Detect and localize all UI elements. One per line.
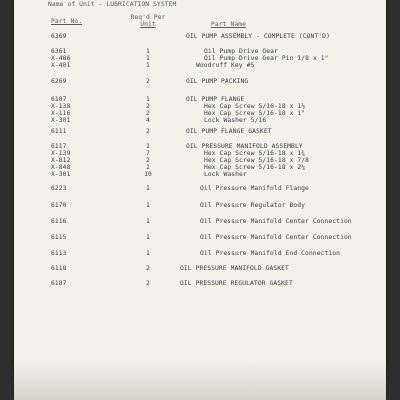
part-name: OIL PRESSURE MANIFOLD ASSEMBLY bbox=[186, 143, 303, 150]
quantity: 1 bbox=[146, 185, 150, 192]
quantity: 1 bbox=[146, 218, 150, 225]
quantity: 1 bbox=[146, 250, 150, 257]
part-number: 6117 bbox=[51, 143, 67, 150]
part-name: OIL PUMP FLANGE GASKET bbox=[186, 128, 272, 135]
quantity: 1 bbox=[146, 55, 150, 62]
part-number: X-138 bbox=[51, 103, 71, 110]
part-name: Oil Pump Drive Gear bbox=[204, 48, 278, 55]
reqd-per-unit-header-line1: Req'd Per bbox=[130, 14, 166, 21]
part-number: X-848 bbox=[51, 164, 71, 171]
quantity: 1 bbox=[146, 143, 150, 150]
part-name: OIL PUMP FLANGE bbox=[186, 96, 245, 103]
quantity: 1 bbox=[146, 48, 150, 55]
part-number: 6361 bbox=[51, 48, 67, 55]
part-name: OIL PUMP ASSEMBLY - COMPLETE (CONT'D) bbox=[186, 33, 330, 40]
quantity: 2 bbox=[146, 157, 150, 164]
quantity: 2 bbox=[146, 78, 150, 85]
quantity: 10 bbox=[144, 171, 152, 178]
part-number: 6113 bbox=[51, 250, 67, 257]
part-name: Hex Cap Screw 5/16-18 x 7/8 bbox=[204, 157, 310, 164]
quantity: 1 bbox=[146, 164, 150, 171]
part-number: 6170 bbox=[51, 202, 67, 209]
part-name: Hex Cap Screw 5/16-18 x 1¾ bbox=[204, 150, 306, 157]
part-number: X-486 bbox=[51, 55, 71, 62]
part-name: Oil Pressure Manifold Center Connection bbox=[200, 218, 352, 225]
part-name: Oil Pressure Manifold Flange bbox=[200, 185, 309, 192]
part-name: Hex Cap Screw 5/16-18 x 1½ bbox=[204, 103, 306, 110]
quantity: 2 bbox=[146, 280, 150, 287]
quantity: 2 bbox=[146, 103, 150, 110]
quantity: 1 bbox=[146, 62, 150, 69]
part-name: Oil Pressure Manifold End Connection bbox=[200, 250, 341, 257]
part-number: 6118 bbox=[51, 265, 67, 272]
part-number: X-301 bbox=[51, 171, 71, 178]
part-number: 6107 bbox=[51, 96, 67, 103]
part-name: OIL PRESSURE REGULATOR GASKET bbox=[180, 280, 293, 287]
quantity: 2 bbox=[146, 265, 150, 272]
quantity: 2 bbox=[146, 128, 150, 135]
page-title: Name of Unit - LUBRICATION SYSTEM bbox=[48, 1, 177, 8]
part-name: OIL PUMP PACKING bbox=[186, 78, 249, 85]
reqd-per-unit-header-line2: Unit bbox=[140, 21, 156, 28]
quantity: 1 bbox=[146, 96, 150, 103]
part-number: X-401 bbox=[51, 62, 71, 69]
part-number: 6187 bbox=[51, 280, 67, 287]
part-number: 6115 bbox=[51, 234, 67, 241]
part-number: 6111 bbox=[51, 128, 67, 135]
document-page bbox=[14, 0, 386, 400]
part-name: Woodruff Key #5 bbox=[196, 62, 255, 69]
part-number: 6116 bbox=[51, 218, 67, 225]
part-number: 6223 bbox=[51, 185, 67, 192]
quantity: 7 bbox=[146, 150, 150, 157]
part-number: X-139 bbox=[51, 150, 71, 157]
part-number: X-301 bbox=[51, 117, 71, 124]
part-number: X-116 bbox=[51, 110, 71, 117]
part-no-header: Part No. bbox=[51, 18, 83, 25]
part-number: X-812 bbox=[51, 157, 71, 164]
part-number: 6269 bbox=[51, 78, 67, 85]
part-name: Lock Washer 5/16 bbox=[204, 117, 267, 124]
quantity: 1 bbox=[146, 202, 150, 209]
part-name: Oil Pressure Regulator Body bbox=[200, 202, 306, 209]
part-name: Hex Cap Screw 5/16-18 x 1" bbox=[204, 110, 306, 117]
part-name: Hex Cap Screw 5/16-18 x 2¼ bbox=[204, 164, 306, 171]
part-name: Oil Pump Drive Gear Pin 1/8 x 1" bbox=[204, 55, 329, 62]
quantity: 2 bbox=[146, 110, 150, 117]
part-name: Lock Washer bbox=[204, 171, 247, 178]
part-name: OIL PRESSURE MANIFOLD GASKET bbox=[180, 265, 289, 272]
part-name-header: Part Name bbox=[211, 21, 247, 28]
quantity: 4 bbox=[146, 117, 150, 124]
part-name: Oil Pressure Manifold Center Connection bbox=[200, 234, 352, 241]
quantity: 1 bbox=[146, 234, 150, 241]
part-number: 6369 bbox=[51, 33, 67, 40]
